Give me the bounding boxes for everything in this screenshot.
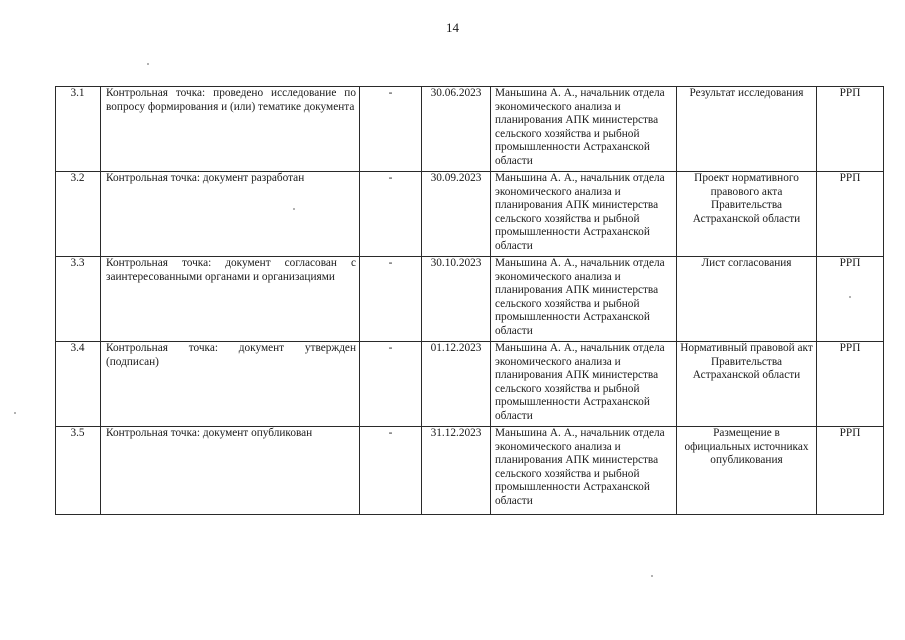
responsible-person: Маньшина А. А., начальник отдела экономического анализа и планирования АПК министерства сельского хозяйства и рыбной промышленности Астраханской области [491,427,677,515]
row-number: 3.3 [56,257,101,342]
end-date: 01.12.2023 [422,342,491,427]
event-description: Контрольная точка: документ утвержден (подписан) [101,342,360,427]
row-number: 3.5 [56,427,101,515]
table-row [56,172,884,257]
end-date: 30.06.2023 [422,87,491,172]
start-date: - [360,257,422,342]
row-number: 3.2 [56,172,101,257]
executor: РРП [817,257,884,342]
scan-speck [293,208,295,210]
event-description: Контрольная точка: документ опубликован [101,427,360,515]
control-points-table [55,86,884,515]
page-number: 14 [446,20,459,35]
end-date: 30.10.2023 [422,257,491,342]
executor: РРП [817,342,884,427]
start-date: - [360,427,422,515]
event-description: Контрольная точка: проведено исследование по вопросу формирования и (или) тематике документа [101,87,360,172]
result-document: Результат исследования [677,87,817,172]
executor: РРП [817,172,884,257]
responsible-person: Маньшина А. А., начальник отдела экономического анализа и планирования АПК министерства сельского хозяйства и рыбной промышленности Астраханской области [491,172,677,257]
scan-speck [14,412,16,414]
event-description: Контрольная точка: документ разработан [101,172,360,257]
responsible-person: Маньшина А. А., начальник отдела экономического анализа и планирования АПК министерства сельского хозяйства и рыбной промышленности Астраханской области [491,87,677,172]
event-description: Контрольная точка: документ согласован с заинтересованными органами и организациями [101,257,360,342]
row-number: 3.1 [56,87,101,172]
result-document: Проект нормативного правового акта Правительства Астраханской области [677,172,817,257]
row-number: 3.4 [56,342,101,427]
scan-speck [651,575,653,577]
end-date: 30.09.2023 [422,172,491,257]
table-row [56,257,884,342]
table-row [56,87,884,172]
scan-speck [849,296,851,298]
executor: РРП [817,427,884,515]
table-row [56,427,884,515]
scan-speck [147,63,149,65]
responsible-person: Маньшина А. А., начальник отдела экономического анализа и планирования АПК министерства сельского хозяйства и рыбной промышленности Астраханской области [491,257,677,342]
start-date: - [360,87,422,172]
result-document: Лист согласования [677,257,817,342]
end-date: 31.12.2023 [422,427,491,515]
table-row [56,342,884,427]
executor: РРП [817,87,884,172]
result-document: Размещение в официальных источниках опубликования [677,427,817,515]
responsible-person: Маньшина А. А., начальник отдела экономического анализа и планирования АПК министерства сельского хозяйства и рыбной промышленности Астраханской области [491,342,677,427]
result-document: Нормативный правовой акт Правительства Астраханской области [677,342,817,427]
start-date: - [360,172,422,257]
start-date: - [360,342,422,427]
